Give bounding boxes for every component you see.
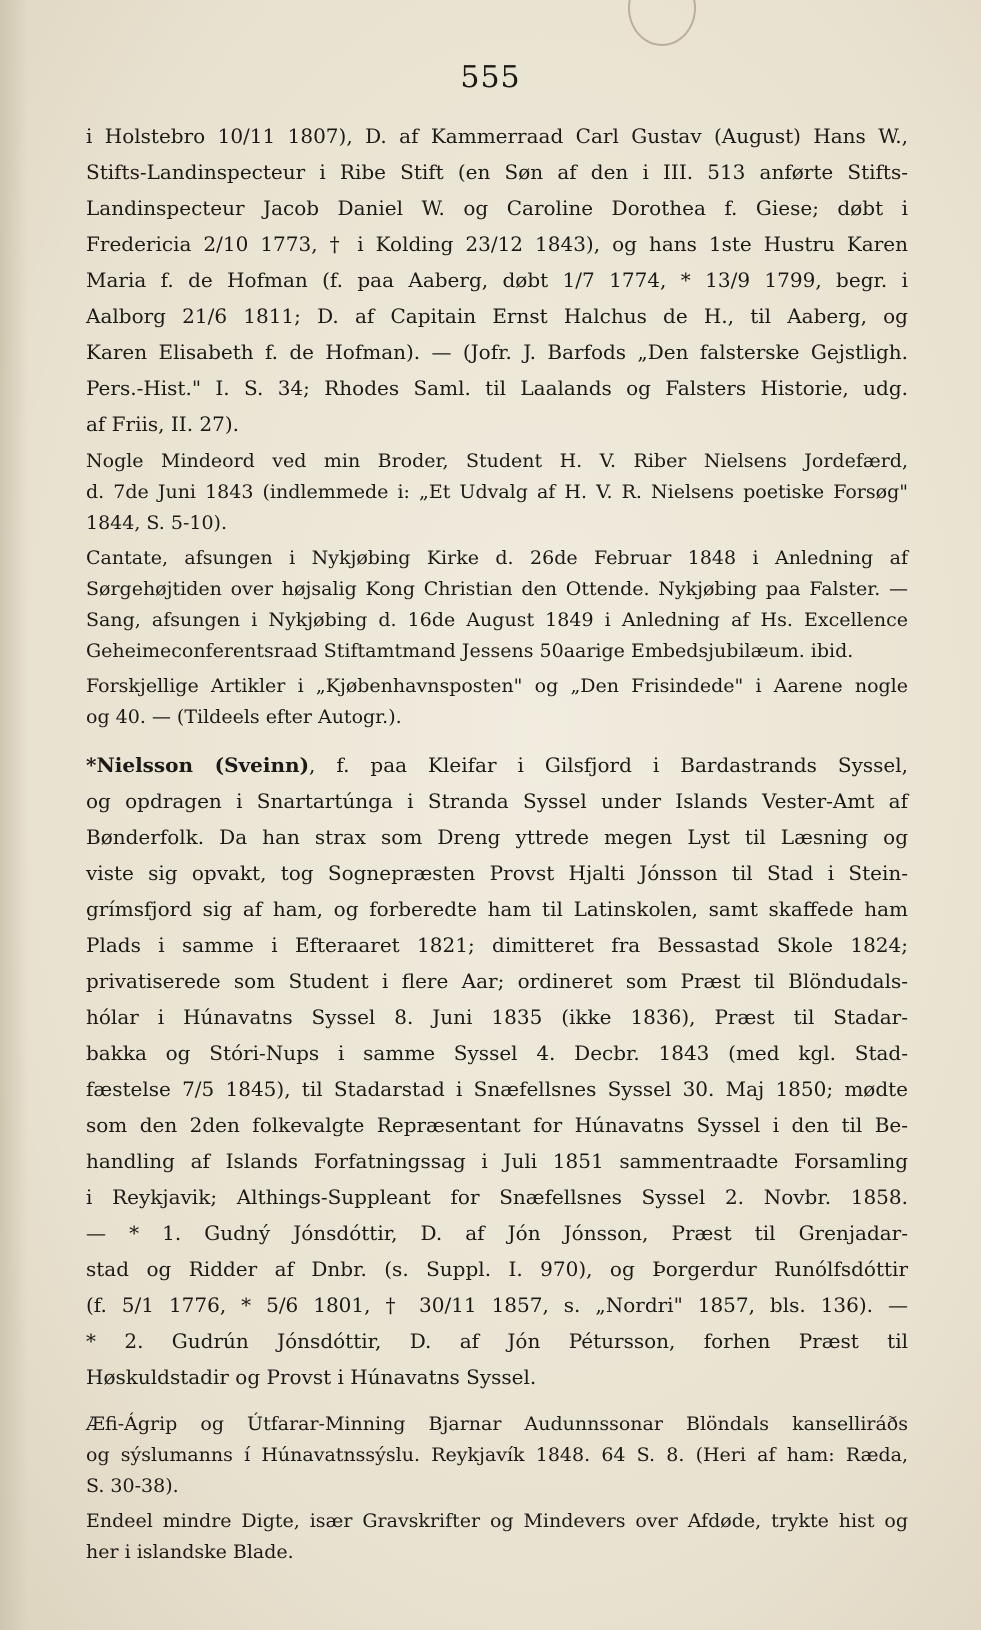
page-notch-mark — [628, 0, 696, 46]
text-line: * 2. Gudrún Jónsdóttir, D. af Jón Pétursson, forhen Præst til — [86, 1329, 908, 1353]
paragraph — [86, 1506, 908, 1568]
text-line: i Reykjavik; Althings-Suppleant for Snæfellsnes Syssel 2. Novbr. 1858. — [86, 1185, 908, 1209]
text-line: grímsfjord sig af ham, og forberedte ham til Latinskolen, samt skaffede ham — [86, 897, 908, 921]
text-line: Nogle Mindeord ved min Broder, Student H. V. Riber Nielsens Jordefærd, — [86, 450, 908, 472]
text-line: og opdragen i Snartartúnga i Stranda Syssel under Islands Vester-Amt af — [86, 789, 908, 813]
paragraph — [86, 1409, 908, 1502]
text-line: Høskuldstadir og Provst i Húnavatns Syssel. — [86, 1365, 537, 1389]
text-line: Cantate, afsungen i Nykjøbing Kirke d. 26de Februar 1848 i Anledning af — [86, 547, 908, 569]
text-line: fæstelse 7/5 1845), til Stadarstad i Snæfellsnes Syssel 30. Maj 1850; mødte — [86, 1077, 908, 1101]
text-line: Geheimeconferentsraad Stiftamtmand Jessens 50aarige Embedsjubilæum. ibid. — [86, 640, 854, 662]
text-line: af Friis, II. 27). — [86, 412, 240, 436]
text-line: — * 1. Gudný Jónsdóttir, D. af Jón Jónsson, Præst til Grenjadar- — [86, 1221, 908, 1245]
text-line: 1844, S. 5-10). — [86, 512, 227, 534]
page-gutter-shadow — [0, 0, 28, 1630]
text-line: privatiserede som Student i flere Aar; ordineret som Præst til Blöndudals- — [86, 969, 908, 993]
text-line: Pers.-Hist." I. S. 34; Rhodes Saml. til Laalands og Falsters Historie, udg. — [86, 376, 908, 400]
page-body-text — [86, 118, 908, 1572]
page-number: 555 — [460, 60, 521, 95]
text-line: Aalborg 21/6 1811; D. af Capitain Ernst Halchus de H., til Aaberg, og — [86, 304, 908, 328]
text-line: Plads i samme i Efteraaret 1821; dimitteret fra Bessastad Skole 1824; — [86, 933, 908, 957]
paragraph-gap — [86, 1568, 908, 1572]
text-line: (f. 5/1 1776, * 5/6 1801, † 30/11 1857, s. „Nordri" 1857, bls. 136). — — [86, 1293, 908, 1317]
paragraph — [86, 446, 908, 539]
text-line: S. 30-38). — [86, 1475, 179, 1497]
paragraph-gap — [86, 733, 908, 747]
paragraph — [86, 671, 908, 733]
text-line: Sang, afsungen i Nykjøbing d. 16de August 1849 i Anledning af Hs. Excellence — [86, 609, 908, 631]
text-line: Endeel mindre Digte, især Gravskrifter og Mindevers over Afdøde, trykte hist og — [86, 1510, 908, 1532]
text-line: handling af Islands Forfatningssag i Juli 1851 sammentraadte Forsamling — [86, 1149, 908, 1173]
text-line: som den 2den folkevalgte Repræsentant for Húnavatns Syssel i den til Be- — [86, 1113, 908, 1137]
text-line: Bønderfolk. Da han strax som Dreng yttrede megen Lyst til Læsning og — [86, 825, 908, 849]
text-line: Landinspecteur Jacob Daniel W. og Caroline Dorothea f. Giese; døbt i — [86, 196, 908, 220]
entry-headword: *Nielsson (Sveinn) — [86, 753, 310, 777]
paragraph — [86, 118, 908, 442]
text-line: Æfi-Ágrip og Útfarar-Minning Bjarnar Audunnssonar Blöndals kanselliráðs — [86, 1413, 908, 1435]
paragraph — [86, 543, 908, 667]
text-line: i Holstebro 10/11 1807), D. af Kammerraad Carl Gustav (August) Hans W., — [86, 124, 908, 148]
text-line: stad og Ridder af Dnbr. (s. Suppl. I. 970), og Þorgerdur Runólfsdóttir — [86, 1257, 908, 1281]
text-line: Karen Elisabeth f. de Hofman). — (Jofr. J. Barfods „Den falsterske Gejstligh. — [86, 340, 908, 364]
text-line: her i islandske Blade. — [86, 1541, 294, 1563]
paragraph-gap — [86, 1395, 908, 1409]
text-line: hólar i Húnavatns Syssel 8. Juni 1835 (ikke 1836), Præst til Stadar- — [86, 1005, 908, 1029]
text-line: Maria f. de Hofman (f. paa Aaberg, døbt 1/7 1774, * 13/9 1799, begr. i — [86, 268, 908, 292]
text-line: viste sig opvakt, tog Sognepræsten Provst Hjalti Jónsson til Stad i Stein- — [86, 861, 908, 885]
text-line: d. 7de Juni 1843 (indlemmede i: „Et Udvalg af H. V. R. Nielsens poetiske Forsøg" — [86, 481, 908, 503]
text-line: bakka og Stóri-Nups i samme Syssel 4. Decbr. 1843 (med kgl. Stad- — [86, 1041, 908, 1065]
text-line: og sýslumanns í Húnavatnssýslu. Reykjavík 1848. 64 S. 8. (Heri af ham: Ræda, — [86, 1444, 908, 1466]
paragraph — [86, 747, 908, 1395]
text-line: Sørgehøjtiden over højsalig Kong Christian den Ottende. Nykjøbing paa Falster. — — [86, 578, 908, 600]
text-line: Fredericia 2/10 1773, † i Kolding 23/12 1843), og hans 1ste Hustru Karen — [86, 232, 908, 256]
text-line: Forskjellige Artikler i „Kjøbenhavnsposten" og „Den Frisindede" i Aarene nogle — [86, 675, 908, 697]
text-line: *Nielsson (Sveinn), f. paa Kleifar i Gilsfjord i Bardastrands Syssel, — [86, 753, 908, 777]
text-line: og 40. — (Tildeels efter Autogr.). — [86, 706, 402, 728]
text-line: Stifts-Landinspecteur i Ribe Stift (en Søn af den i III. 513 anførte Stifts- — [86, 160, 908, 184]
